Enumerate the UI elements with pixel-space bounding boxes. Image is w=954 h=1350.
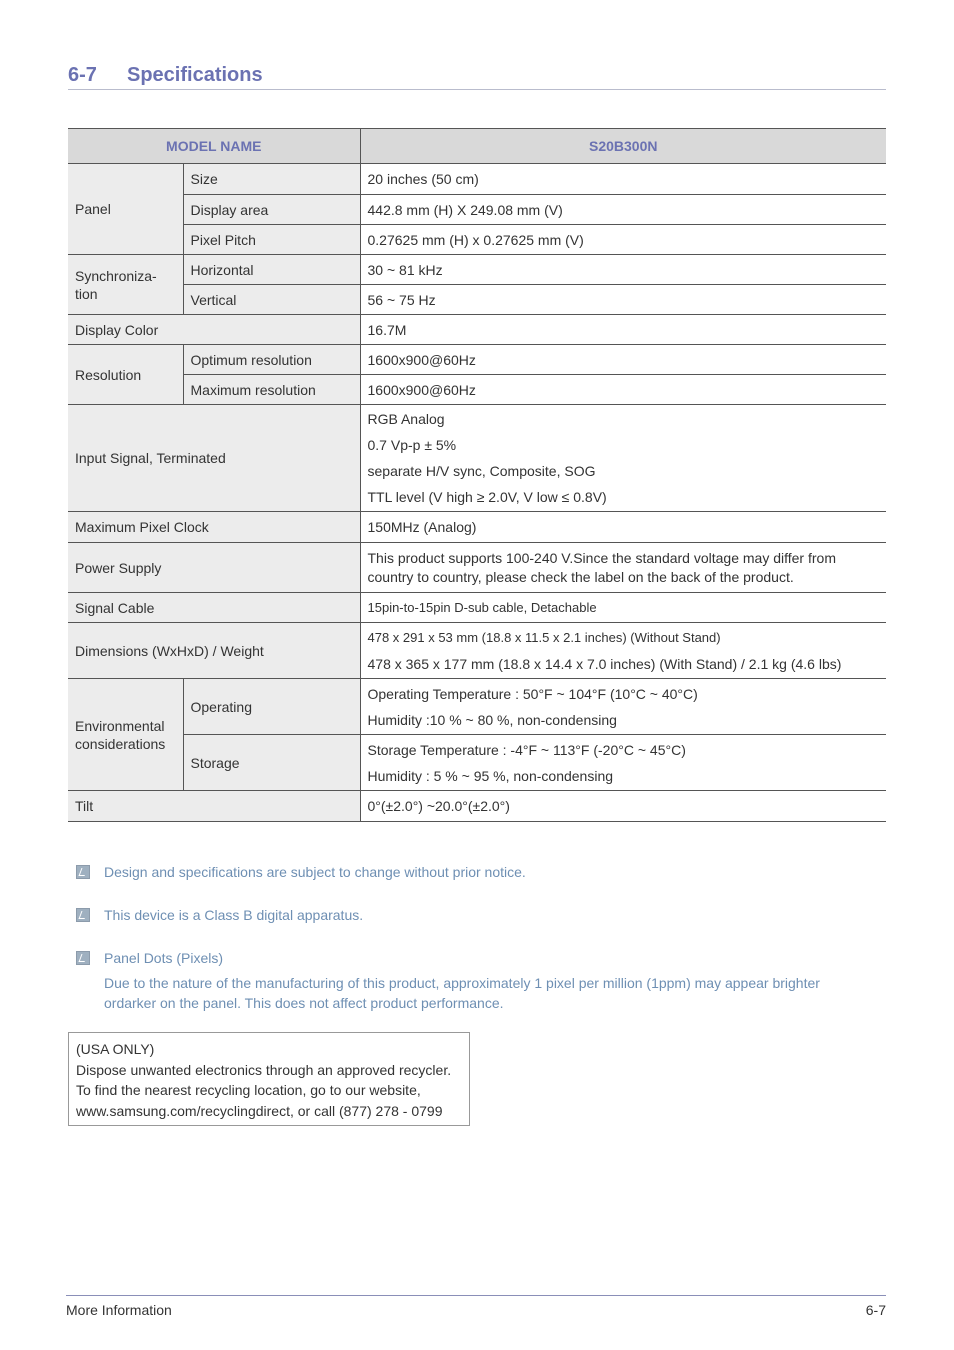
note-text: Design and specifications are subject to change without prior notice.	[104, 864, 526, 880]
table-row	[68, 164, 886, 195]
max-pixel-clock-label: Maximum Pixel Clock	[68, 512, 360, 543]
spec-name: Vertical	[183, 285, 360, 315]
note-item	[76, 948, 876, 1014]
power-supply-label: Power Supply	[68, 543, 360, 593]
environment-label: Environmental considerations	[68, 679, 183, 791]
dimensions-value: 478 x 291 x 53 mm (18.8 x 11.5 x 2.1 inches) (Without Stand) 478 x 365 x 177 mm (18.8 x 14.4 x 7.0 inches) (With Stand) / 2.1 kg (4.6 lbs)	[360, 623, 886, 679]
table-row	[68, 255, 886, 285]
input-signal-value: RGB Analog 0.7 Vp-p ± 5% separate H/V sync, Composite, SOG TTL level (V high ≥ 2.0V, V low ≤ 0.8V)	[360, 405, 886, 512]
section-title: Specifications	[127, 64, 263, 86]
spec-value: 30 ~ 81 kHz	[360, 255, 886, 285]
table-row	[68, 512, 886, 543]
note-item	[76, 862, 876, 882]
model-name-header: MODEL NAME	[68, 129, 360, 164]
spec-value: 1600x900@60Hz	[360, 345, 886, 375]
table-row	[68, 593, 886, 623]
panel-label: Panel	[68, 164, 183, 255]
section-number: 6-7	[68, 64, 97, 86]
input-signal-label: Input Signal, Terminated	[68, 405, 360, 512]
spec-name: Storage	[183, 735, 360, 791]
table-row	[68, 345, 886, 375]
table-row	[68, 623, 886, 679]
table-row	[68, 735, 886, 791]
note-icon	[76, 908, 90, 922]
tilt-label: Tilt	[68, 791, 360, 822]
spec-name: Size	[183, 164, 360, 195]
table-row	[68, 315, 886, 345]
note-icon	[76, 865, 90, 879]
signal-cable-label: Signal Cable	[68, 593, 360, 623]
section-heading	[68, 62, 886, 90]
spec-name: Operating	[183, 679, 360, 735]
note-item	[76, 905, 876, 925]
sync-label: Synchroniza- tion	[68, 255, 183, 315]
table-row	[68, 543, 886, 593]
model-value-header: S20B300N	[360, 129, 886, 164]
display-color-label: Display Color	[68, 315, 360, 345]
table-row	[68, 679, 886, 735]
table-row	[68, 225, 886, 255]
spec-name: Pixel Pitch	[183, 225, 360, 255]
operating-value: Operating Temperature : 50°F ~ 104°F (10°C ~ 40°C) Humidity :10 % ~ 80 %, non-condensing	[360, 679, 886, 735]
spec-value: 1600x900@60Hz	[360, 375, 886, 405]
display-color-value: 16.7M	[360, 315, 886, 345]
dimensions-label: Dimensions (WxHxD) / Weight	[68, 623, 360, 679]
table-row	[68, 285, 886, 315]
table-row	[68, 405, 886, 512]
note-title: Panel Dots (Pixels)	[104, 950, 224, 966]
spec-name: Maximum resolution	[183, 375, 360, 405]
spec-value: 442.8 mm (H) X 249.08 mm (V)	[360, 195, 886, 225]
tilt-value: 0°(±2.0°) ~20.0°(±2.0°)	[360, 791, 886, 822]
spec-name: Horizontal	[183, 255, 360, 285]
spec-name: Display area	[183, 195, 360, 225]
table-row	[68, 375, 886, 405]
table-row	[68, 195, 886, 225]
spec-value: 20 inches (50 cm)	[360, 164, 886, 195]
max-pixel-clock-value: 150MHz (Analog)	[360, 512, 886, 543]
spec-name: Optimum resolution	[183, 345, 360, 375]
table-row	[68, 791, 886, 822]
specifications-table	[68, 128, 886, 822]
note-text: Panel Dots (Pixels) Due to the nature of the manufacturing of this product, approximately 1 pixel per million (1ppm) may appear brighter ordarker on the panel. This does not affect product performance.	[104, 948, 874, 1013]
page-footer	[66, 1295, 886, 1318]
page-number: 6-7	[865, 1302, 886, 1318]
spec-value: 0.27625 mm (H) x 0.27625 mm (V)	[360, 225, 886, 255]
note-text: This device is a Class B digital apparatus.	[104, 907, 364, 923]
power-supply-value: This product supports 100-240 V.Since the standard voltage may differ from country to country, please check the label on the back of the product.	[360, 543, 886, 593]
signal-cable-value: 15pin-to-15pin D-sub cable, Detachable	[360, 593, 886, 623]
note-icon	[76, 951, 90, 965]
table-header-row	[68, 129, 886, 164]
resolution-label: Resolution	[68, 345, 183, 405]
recycling-notice-box: (USA ONLY) Dispose unwanted electronics through an approved recycler. To find the nearest recycling location, go to our website, www.samsung.com/recyclingdirect, or call (877) 278 - 0799	[68, 1032, 470, 1126]
spec-value: 56 ~ 75 Hz	[360, 285, 886, 315]
footer-section: More Information	[66, 1302, 172, 1318]
storage-value: Storage Temperature : -4°F ~ 113°F (-20°C ~ 45°C) Humidity : 5 % ~ 95 %, non-condensing	[360, 735, 886, 791]
